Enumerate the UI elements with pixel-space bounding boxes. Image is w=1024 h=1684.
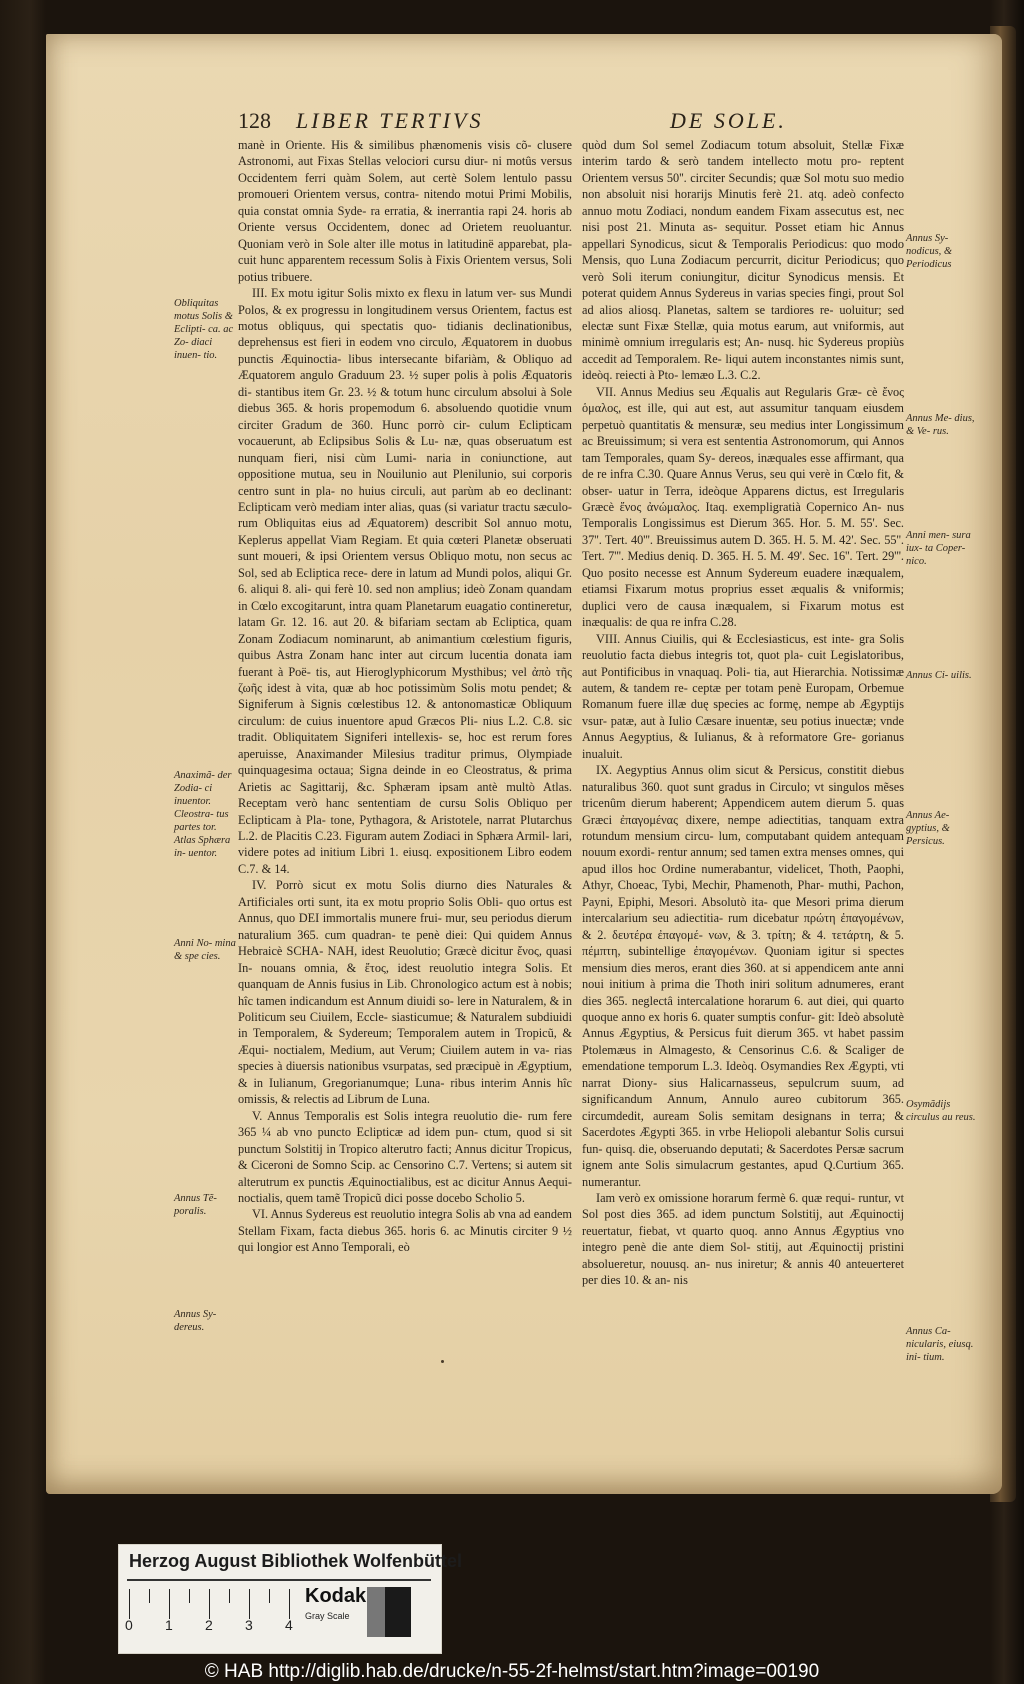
margin-note: Annus Ae- gyptius, & Persicus.: [906, 810, 950, 847]
paragraph: quòd dum Sol semel Zodiacum totum absoluit, Stellæ Fixæ interim tardo & serò tandem intellecto motu pro- reptent Orientem versus 50''. circiter Secundis; quæ Sol motu suo medio non absoluit nisi horarijs Minutis ferè 21. atq. adeò confecto annuo motu Zodiaci, nondum eandem Fixam assecutus est, nec nisi post 21. Minuta as- sequitur. Posset etiam hic Annus appellari Synodicus, sicut & Temporalis Periodicus: quo modo Mensis, quo Luna Zodiacum percurrit, dicitur Periodicus; quo verò Soli iterum coniungitur, dicitur Synodicus mensis. Et poterat quidem Annus Sydereus in varias species fingi, prout Sol ad alios aliosq. Planetas, saltem se tardiores re- uoluitur; sed electæ sunt Fixæ Stellæ, quia motus earum, aut vniformis, aut minimè omnium irregularis est; An- nusq. hic Sydereus propiùs accedit ad Temporalem. Re- liqui autem inconstantes nimis sunt, ideòq. reiecti à Pto- lemæo L.3. C.2.: [582, 138, 904, 383]
gray-swatch: [367, 1587, 385, 1637]
page-header: [238, 108, 938, 136]
right-text-column: [582, 137, 904, 1373]
paragraph: IV. Porrò sicut ex motu Solis diurno dies Naturales & Artificiales orti sunt, ita ex motu proprio Solis Obli- quo ortus est Annus, quo DEI immortalis munere frui- mur, seu periodus dierum naturalium 365. cum quadran- te penè diei: Qui quidem Annus Hebraicè SCHA- NAH, idest Reuolutio; Græcè dicitur ἔνος, quasi In- nouans omnia, & ἔτος, idest reuolutio integra Solis. Et quanquam de Annis fusius in Lib. Chronologico actum est à nobis; hîc tamen indicandum est Annum diuidi so- lere in Naturalem, & in Politicum seu Ciuilem, Eccle- siasticumue; & Naturalem subdiuidi in Temporalem, & Sydereum; Temporalem autem in Tropicũ, & Æqui- noctialem, Medium, aut Verum; Ciuilem autem in va- rias species à diuersis nationibus vsurpatas, sed præcipuè in Ægyptium, & in Iulianum, Gregorianumque; Luna- ribus interim Annis hîc omissis, & relectis ad Librum de Luna.: [238, 878, 572, 1107]
ruler-number: 0: [125, 1617, 133, 1633]
ruler-number: 2: [205, 1617, 213, 1633]
ruler-tick: [269, 1589, 270, 1603]
running-title-left: LIBER TERTIVS: [296, 108, 484, 133]
paragraph: IX. Aegyptius Annus olim sicut & Persicus, constitit diebus naturalibus 360. quot sunt gradus in Circulo; vt singulos mẽses tricenûm dierum haberent; Appendicem autem dierum 5. quas Græci ἐπαγομένας dixere, nempe adiectitias, tanquam extra rotundum mensium circu- lum, computabant quidem antequam nouum exordi- rentur annum; sed tamen extra menses omnes, qui apud illos hoc Ordine numerabantur, videlicet, Thoth, Paophi, Athyr, Choeac, Tybi, Mechir, Phamenoth, Phar- muthi, Pachon, Payni, Epiphi, Mesori. Absolutò ita- que Mesori prima dierum intercalarium seu adiectitia- rum dicebatur πρώτη ἐπαγομένων, & 2. δευτέρα ἐπαγομέ- νων, & 3. τρίτη; & 4. τετάρτη, & 5. πέμπτη, subintellige ἐπαγομένων. Quoniam igitur si spectes mensium dies meros, erant dies 360. at si appendicem ante anni noui initium à prima die Thoth iniri solitum adnumeres, erant dies 365. neglectâ intercalatione horarum 6. aut diei, qui quarto quoque anno ex horis 6. quater sumptis confur- git: Ideò absolutè Annus Ægyptius, & Persicus fuit dierum 365. vt habet passim Ptolemæus in Almagesto, & Censorinus C.6. & Scaliger de emendatione temporum L.3. Ideòq. Osymandies Rex Ægypti, vti narrat Diony- sius Halicarnasseus, sepulcrum suum, ad significandum Annum, Annulo aureo cubitorum 365. circumdedit, auream Solis semitam designans in terra; & Sacerdotes Ægypti 365. in vrbe Heliopoli alebantur Solis cursui fun- quisq. die, obseruando deputati; & Sacerdotes Persæ sacrum ignem ante Solis simulacrum gestantes, apud Q.Curtium 365. numerantur.: [582, 763, 904, 1189]
ruler-number: 4: [285, 1617, 293, 1633]
black-swatch: [385, 1587, 411, 1637]
ruler-tick: [149, 1589, 150, 1603]
running-title-right: DE SOLE.: [670, 108, 787, 133]
paragraph: manè in Oriente. His & similibus phænomenis visis cõ- clusere Astronomi, aut Fixas Stellas velociori cursu diur- ni motûs versus Occidentem ferri quàm Solem, aut certè Solem lentulo passu promoueri Orientem versus, contra- nitendo motui Primi Mobilis, quia constat omnia Syde- ra erratia, & inerrantia rapi 24. horis ab Oriente versus Occidentem, donec ad Orietem reuoluantur. Quoniam verò in Sole alter ille motus in latitudinë apparebat, pla- cuit hunc apparentem recessum Solis à Fixis Orientem versus, Soli potius tribuere.: [238, 138, 572, 284]
paragraph: V. Annus Temporalis est Solis integra reuolutio die- rum fere 365 ¼ ab vno puncto Eclipticæ ad idem pun- ctum, quod si sit punctum Solstitij in Tropico alterutro facti; Annus dicitur Tropicus, & Ciceroni de Somno Scip. ac Censorino C.7. Vertens; si autem sit alterutrum ex punctis Æquinoctialibus, est ac dicitur Annus Aequi- noctialis, quem tamẽ Tropicũ dici posse docebo Scholio 5.: [238, 1108, 572, 1205]
ruler-number: 1: [165, 1617, 173, 1633]
margin-note: Osymãdijs circulus au reus.: [906, 1099, 976, 1123]
ruler-tick: [209, 1589, 210, 1619]
paragraph: VI. Annus Sydereus est reuolutio integra Solis ab vna ad eandem Stellam Fixam, facta diebus 365. horis 6. ac Minutis circiter 9 ½ qui longior est Anno Temporali, eò: [238, 1207, 572, 1255]
left-text-column: [238, 137, 572, 1347]
library-label-card: [118, 1544, 462, 1654]
label-divider: [127, 1579, 431, 1581]
margin-note: Annus Ca- nicularis, eiusq. ini- tium.: [906, 1326, 974, 1363]
margin-note: Anni men- sura iux- ta Coper- nico.: [906, 530, 971, 567]
margin-note: Annus Me- dius, & Ve- rus.: [906, 413, 975, 437]
page-number: 128: [238, 108, 271, 133]
margin-note: Annus Tẽ- poralis.: [174, 1193, 217, 1217]
paragraph: VII. Annus Medius seu Æqualis aut Regularis Græ- cè ἔνος ὁμαλος, est ille, qui aut est, aut assumitur tanquam eiusdem perpetuò quantitatis & mensuræ, seu medius inter Longissimum ac Breuissimum; si vera est sententia Astronomorum, qui Annos tam Temporales, quam Sy- dereos, inæquales esse affirmant, qua de re infra C.30. Quare Annus Verus, seu qui verè in Cœlo fit, & obser- uatur in Terra, ideòque Apparens dictus, est Irregularis Græcè ἔνος ἀνώμαλος. Itaq. exempligratià Copernico An- nus Temporalis Longissimus est Dierum 365. Hor. 5. M. 55'. Sec. 37''. Tert. 40'''. Breuissimus autem D. 365. H. 5. M. 42'. Sec. 55''. Tert. 7'''. Medius deniq. D. 365. H. 5. M. 49'. Sec. 16''. Tert. 29'''. Quo posito necesse est Annum Sydereum euadere inæqualem, etiamsi Fixarum motus proprius esset æqualis & vniformis; duplici vero de causa inæqualem, si Fixarum motus est inæqualis: de qua re infra C.28.: [582, 384, 904, 630]
margin-note: Obliquitas motus Solis & Eclipti- ca. ac Zo- diaci inuen- tio.: [174, 298, 234, 361]
margin-note: Anaximã- der Zodia- ci inuentor. Cleostra- tus partes tor. Atlas Sphæra in- uentor.: [174, 770, 232, 859]
margin-note: Annus Ci- uilis.: [906, 670, 972, 681]
paragraph: III. Ex motu igitur Solis mixto ex flexu in latum ver- sus Mundi Polos, & ex progressu in longitudinem versus Orientem, factus est motus obliquus, qui spectatis quo- tidianis declinationibus, deprehensus est fieri in eodem vno circulo, Æquatorem in duobus punctis Æquinoctia- libus intersecante bifariàm, & Obliquo ad Æquatorem angulo Graduum 23. ½ super polis à polis Æquatoris di- stantibus item Gr. 23. ½ & totum hunc circulum absolui à Sole diebus 365. & horis propemodum 6. absoluendo quotidie vnum circiter Gradum de 360. Hunc porrò cir- culum Eclipticam vocauerunt, ab Eclipsibus Solis & Lu- næ, quas obseruatum est nunquam fieri, nisi cùm Lumi- naria in coniunctione, aut oppositione mutua, seu in Nouilunio aut Plenilunio, sui corporis centro sunt in pla- no huius circuli, aut parùm ab eo declinant: Eclipticam verò mediam inter alias, quas (si variatur tractu sæculo- rum Obliquitas eius ad Æquatorem) describit Sol annuo motu, Keplerus appellat Viam Regiam. Et quia cœteri Planetæ obseruati sunt moueri, & ipsi Orientem versus Obliquo motu, non secus ac Sol, sed ab Ecliptica rece- dere in latum ad Mundi polos, aliqui Gr. 6. aliqui 8. ali- qui ferè 10. sed non amplius; ideò Zonam quandam in Cœlo excogitarunt, intra quam Planetarum euagatio contineretur, latam Gr. 12. 16. aut 20. & bifariam sectam ab Ecliptica, quam Zonam Zodiacum nominarunt, ab animantium cœlestium figuris, quibus Astra Zonam hanc inter aut circum lucentia donata iam fuerant à Poë- tis, aut Hieroglyphicorum Mysthibus; vel ἀπὸ τῆς ζωῆς idest à vita, quæ ab hoc potissimùm Solis motu pendet; & Signiferum à Signis cœlestibus 12. & antonomasticæ Obliquum circulum: de cuius inuentore apud Græcos Pli- nius L.2. C.8. sic tradit. Obliquitatem Signiferi intellexis- se, hoc est rerum fores aperuisse, Anaximander Milesius traditur primus, Olympiade quinquagesima octaua; Signa deinde in eo Cleostratus, & prima Arietis ac Sagittarij, &c. Sphæram ipsam antè multò Atlas. Receptam verò hanc sententiam de cursu Solis Obliquo per Eclipticam à Pla- tone, Pythagora, & Aristotele, narrat Plutarchus L.2. de Placitis C.23. Figuram autem Zodiaci in Sphæra Armil- lari, videre potes ad initium Libri 1. eiusq. expositionem Libro eodem C.7. & 14.: [238, 286, 572, 876]
ruler-tick: [169, 1589, 170, 1619]
margin-note: Annus Sy- dereus.: [174, 1309, 217, 1333]
ruler-number: 3: [245, 1617, 253, 1633]
paragraph: Iam verò ex omissione horarum fermè 6. quæ requi- runtur, vt Sol post dies 365. ad idem punctum Solstitij, aut Æquinoctij reuertatur, fiebat, vt quarto quoq. anno Annus Ægyptius vno integro penè die ante diem Sol- stitij, aut Æquinoctij pristini absolueretur, nouusq. an- nus iniretur; & annis 40 anteuerteret per dies 10. & an- nis: [582, 1191, 904, 1288]
ruler-tick: [289, 1589, 290, 1619]
ruler-tick: [129, 1589, 130, 1619]
ruler-tick: [249, 1589, 250, 1619]
gray-scale-card: [305, 1585, 431, 1649]
ink-mark: [441, 1360, 444, 1363]
margin-note: Annus Sy- nodicus, & Periodicus: [906, 233, 953, 270]
gray-scale-text: Gray Scale: [305, 1611, 350, 1621]
ruler-tick: [189, 1589, 190, 1603]
library-name: Herzog August Bibliothek Wolfenbüttel: [129, 1551, 462, 1571]
ruler-tick: [229, 1589, 230, 1603]
kodak-logo: Kodak: [305, 1585, 367, 1607]
margin-note: Anni No- mina & spe cies.: [174, 938, 236, 962]
copyright-footer: © HAB http://diglib.hab.de/drucke/n-55-2f-helmst/start.htm?image=00190: [204, 1661, 820, 1682]
paragraph: VIII. Annus Ciuilis, qui & Ecclesiasticus, est inte- gra Solis reuolutio facta diebus integris tot, quot pla- cuit Legislatoribus, aut Pontificibus in vnaquaq. Poli- tia, aut Hierarchia. Notissimæ autem, & tandem re- ceptæ per totam penè Europam, Orbemue Romanum fuere illæ duę species ac formę, nempe ab Ægyptijs vsur- patæ, aut à Iulio Cæsare inuentæ, seu potius inuectæ; vnde Annus Aegyptius, & Iulianus, & à reformatore Gre- gorianus inualuit.: [582, 631, 904, 761]
